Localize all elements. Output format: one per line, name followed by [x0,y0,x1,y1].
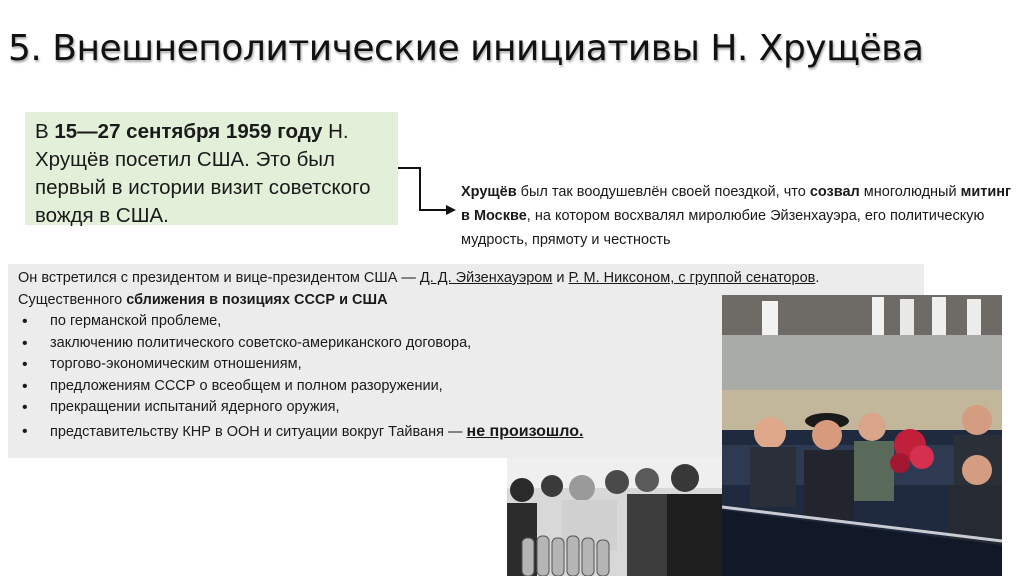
visit-textbox [25,112,398,225]
visit-dates: 15—27 сентября 1959 году [54,120,323,143]
motorcade-photo [722,295,1002,576]
meeting-text-3: . Существенного [18,270,820,308]
note-text-1: был так воодушевлён своей поездкой, что [516,184,810,200]
note-bold-2: митинг в Москве [461,184,1012,224]
slide-title: 5. Внешнеполитические инициативы Н. Хрущёва [8,28,924,69]
meeting-bold: сближения в позициях СССР и США [126,291,388,308]
list-item-text: прекращении испытаний ядерного оружия, [50,399,340,415]
meeting-text-2: и [552,270,569,286]
meeting-text-1: Он встретился с президентом и вице-президентом США — [18,270,420,286]
list-item-text: заключению политического советско-американского договора, [50,334,472,351]
list-item-text: торгово-экономическим отношениям, [50,356,302,372]
bullet-icon: • [22,377,28,395]
eisenhower-link[interactable]: Д. Д. Эйзенхауэром [419,270,553,286]
nixon-link[interactable]: Р. М. Никсоном, с группой сенаторов [568,270,816,286]
visit-text-rest: Н. Хрущёв посетил США. Это был первый в истории визит советского вождя в США. [35,120,371,227]
list-item-text: предложениям СССР о всеобщем и полном разоружении, [50,377,443,394]
bullet-icon: • [22,334,28,352]
bullet-icon: • [22,399,28,416]
list-item-text: представительству КНР в ООН и ситуации вокруг Тайваня — [50,423,467,440]
note-text-3: , на котором восхвалял миролюбие Эйзенхауэра, его политическую мудрость, прямоту и честность [461,208,985,248]
not-happened-text: не произошло. [466,422,584,440]
note-text-2: многолюдный [859,184,961,200]
connector-arrow [398,165,458,220]
bullet-icon: • [22,356,28,373]
note-name: Хрущёв [461,184,517,200]
corn-photo [507,458,722,576]
moscow-rally-note [461,180,1021,252]
bullet-icon: • [22,422,28,440]
note-bold-1: созвал [809,184,860,200]
bullet-icon: • [22,313,28,330]
visit-text-prefix: В [35,120,55,143]
list-item-text: по германской проблеме, [50,313,222,329]
